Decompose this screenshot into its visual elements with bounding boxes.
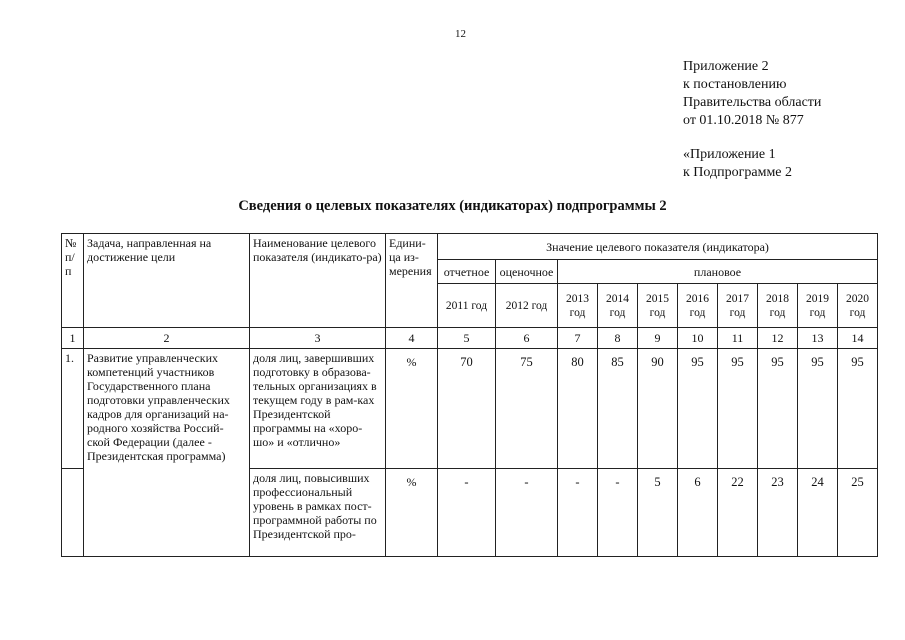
row-value: -: [496, 469, 558, 557]
row-value: 70: [438, 349, 496, 469]
annex-line: к Подпрограмме 2: [683, 165, 793, 180]
document-title: Сведения о целевых показателях (индикаторах) подпрограммы 2: [238, 198, 667, 214]
annex-line: Приложение 2: [683, 59, 769, 74]
row-value: -: [598, 469, 638, 557]
column-number: 8: [598, 328, 638, 349]
column-number: 14: [838, 328, 878, 349]
header-year: 2020 год: [838, 284, 878, 328]
column-number: 13: [798, 328, 838, 349]
row-num: 1.: [62, 349, 84, 469]
header-estimated: оценочное: [496, 260, 558, 284]
annex-line: от 01.10.2018 № 877: [683, 113, 804, 128]
column-number: 7: [558, 328, 598, 349]
row-value: 90: [638, 349, 678, 469]
column-number: 3: [250, 328, 386, 349]
row-value: 95: [798, 349, 838, 469]
column-number: 1: [62, 328, 84, 349]
page-number: 12: [455, 28, 466, 40]
row-indicator: доля лиц, повысивших профессиональный уровень в рамках пост-программной работы по Президентской про-: [250, 469, 386, 557]
header-year: 2015 год: [638, 284, 678, 328]
annex-line: к постановлению: [683, 77, 787, 92]
row-value: 24: [798, 469, 838, 557]
row-value: 95: [758, 349, 798, 469]
annex-block: [683, 58, 821, 182]
header-unit: Едини-ца из-мерения: [386, 234, 438, 328]
header-year: 2012 год: [496, 284, 558, 328]
row-value: 23: [758, 469, 798, 557]
row-value: -: [438, 469, 496, 557]
row-value: 95: [678, 349, 718, 469]
row-task: Развитие управленческих компетенций участников Государственного плана подготовки управленческих кадров для организаций на-родного хозяйства Россий-ской Федерации (далее - Президентская программа): [84, 349, 250, 557]
column-number: 11: [718, 328, 758, 349]
row-indicator: доля лиц, завершивших подготовку в образова-тельных организациях в текущем году в рам-ках Президентской программы на «хоро-шо» и «отлично»: [250, 349, 386, 469]
annex-line: «Приложение 1: [683, 147, 776, 162]
header-year: 2019 год: [798, 284, 838, 328]
column-number: 12: [758, 328, 798, 349]
column-number: 9: [638, 328, 678, 349]
annex-line: Правительства области: [683, 95, 822, 110]
row-value: 5: [638, 469, 678, 557]
header-year: 2018 год: [758, 284, 798, 328]
column-number: 4: [386, 328, 438, 349]
header-task: Задача, направленная на достижение цели: [84, 234, 250, 328]
table-row: [62, 349, 878, 469]
row-value: 75: [496, 349, 558, 469]
row-num: [62, 469, 84, 557]
row-value: 95: [718, 349, 758, 469]
row-value: -: [558, 469, 598, 557]
column-number: 2: [84, 328, 250, 349]
header-reported: отчетное: [438, 260, 496, 284]
header-year: 2017 год: [718, 284, 758, 328]
row-value: 85: [598, 349, 638, 469]
header-planned: плановое: [558, 260, 878, 284]
row-value: 95: [838, 349, 878, 469]
indicators-table: [61, 233, 878, 557]
row-value: 25: [838, 469, 878, 557]
row-value: 6: [678, 469, 718, 557]
header-year: 2014 год: [598, 284, 638, 328]
row-value: 80: [558, 349, 598, 469]
column-number: 5: [438, 328, 496, 349]
header-year: 2011 год: [438, 284, 496, 328]
row-unit: %: [386, 349, 438, 469]
row-unit: %: [386, 469, 438, 557]
header-value-group: Значение целевого показателя (индикатора): [438, 234, 878, 260]
header-year: 2013 год: [558, 284, 598, 328]
header-year: 2016 год: [678, 284, 718, 328]
column-number: 10: [678, 328, 718, 349]
header-num: № п/п: [62, 234, 84, 328]
header-indicator: Наименование целевого показателя (индикато-ра): [250, 234, 386, 328]
column-number: 6: [496, 328, 558, 349]
row-value: 22: [718, 469, 758, 557]
